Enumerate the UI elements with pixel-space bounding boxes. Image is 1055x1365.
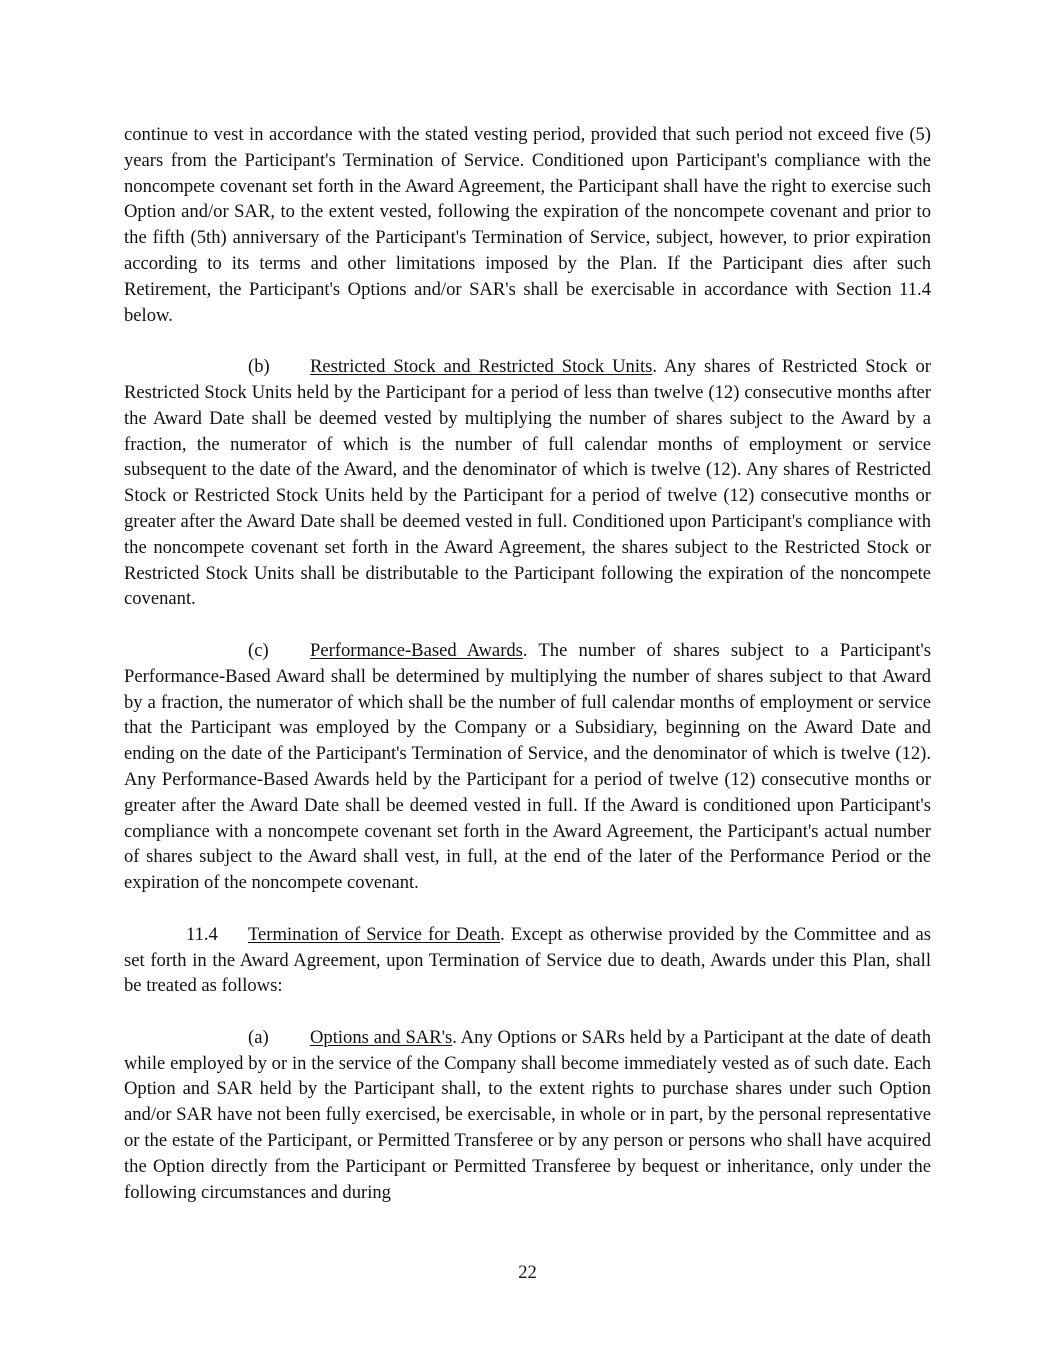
paragraph-text: . Any Options or SARs held by a Participant at the date of death while employed by or in the service of the Company shall become immediately vested as of such date. Each Option and SAR held by the Participant shall, to the extent rights to purchase shares under such Option and/or SAR have not been fully exercised, be exercisable, in whole or in part, by the personal representative or the estate of the Participant, or Permitted Transferee or by any person or persons who shall have acquired the Option directly from the Participant or Permitted Transferee by bequest or inheritance, only under the following circumstances and during: [124, 1026, 931, 1203]
paragraph-text: . Any shares of Restricted Stock or Restricted Stock Units held by the Participant for a period of less than twelve (12) consecutive months after the Award Date shall be deemed vested by multiplying the number of shares subject to the Award by a fraction, the numerator of which is the number of full calendar months of employment or service subsequent to the date of the Award, and the denominator of which is twelve (12). Any shares of Restricted Stock or Restricted Stock Units held by the Participant for a period of twelve (12) consecutive months or greater after the Award Date shall be deemed vested in full. Conditioned upon Participant's compliance with the noncompete covenant set forth in the Award Agreement, the shares subject to the Restricted Stock or Restricted Stock Units shall be distributable to the Participant following the expiration of the noncompete covenant.: [124, 356, 932, 610]
paragraph-options-sars: [124, 1025, 931, 1206]
paragraph-performance-awards: [124, 638, 931, 896]
list-marker: (a): [248, 1026, 269, 1048]
section-heading: Performance-Based Awards: [310, 639, 523, 661]
section-number: 11.4: [186, 923, 218, 945]
paragraph-text: . The number of shares subject to a Participant's Performance-Based Award shall be determined by multiplying the number of shares subject to that Award by a fraction, the numerator of which shall be the number of full calendar months of employment or service that the Participant was employed by the Company or a Subsidiary, beginning on the Award Date and ending on the date of the Participant's Termination of Service, and the denominator of which is twelve (12). Any Performance-Based Awards held by the Participant for a period of twelve (12) consecutive months or greater after the Award Date shall be deemed vested in full. If the Award is conditioned upon Participant's compliance with a noncompete covenant set forth in the Award Agreement, the Participant's actual number of shares subject to the Award shall vest, in full, at the end of the later of the Performance Period or the expiration of the noncompete covenant.: [124, 639, 931, 894]
section-heading: Restricted Stock and Restricted Stock Units: [310, 356, 653, 378]
paragraph-restricted-stock: [124, 354, 931, 612]
list-marker: (b): [248, 356, 270, 378]
paragraph-section-11-4: [124, 922, 931, 999]
page-number: 22: [518, 1262, 537, 1283]
list-marker: (c): [248, 639, 269, 661]
paragraph-text: . Except as otherwise provided by the Committee and as set forth in the Award Agreement, upon Termination of Service due to death, Awards under this Plan, shall be treated as follows:: [124, 923, 931, 997]
paragraph-retirement-continuation: continue to vest in accordance with the stated vesting period, provided that such period not exceed five (5) years from the Participant's Termination of Service. Conditioned upon Participant's compliance with the noncompete covenant set forth in the Award Agreement, the Participant shall have the right to exercise such Option and/or SAR, to the extent vested, following the expiration of the noncompete covenant and prior to the fifth (5th) anniversary of the Participant's Termination of Service, subject, however, to prior expiration according to its terms and other limitations imposed by the Plan. If the Participant dies after such Retirement, the Participant's Options and/or SAR's shall be exercisable in accordance with Section 11.4 below.: [124, 124, 931, 326]
section-heading: Termination of Service for Death: [248, 923, 501, 945]
document-body: [124, 122, 931, 1205]
section-heading: Options and SAR's: [310, 1026, 453, 1048]
